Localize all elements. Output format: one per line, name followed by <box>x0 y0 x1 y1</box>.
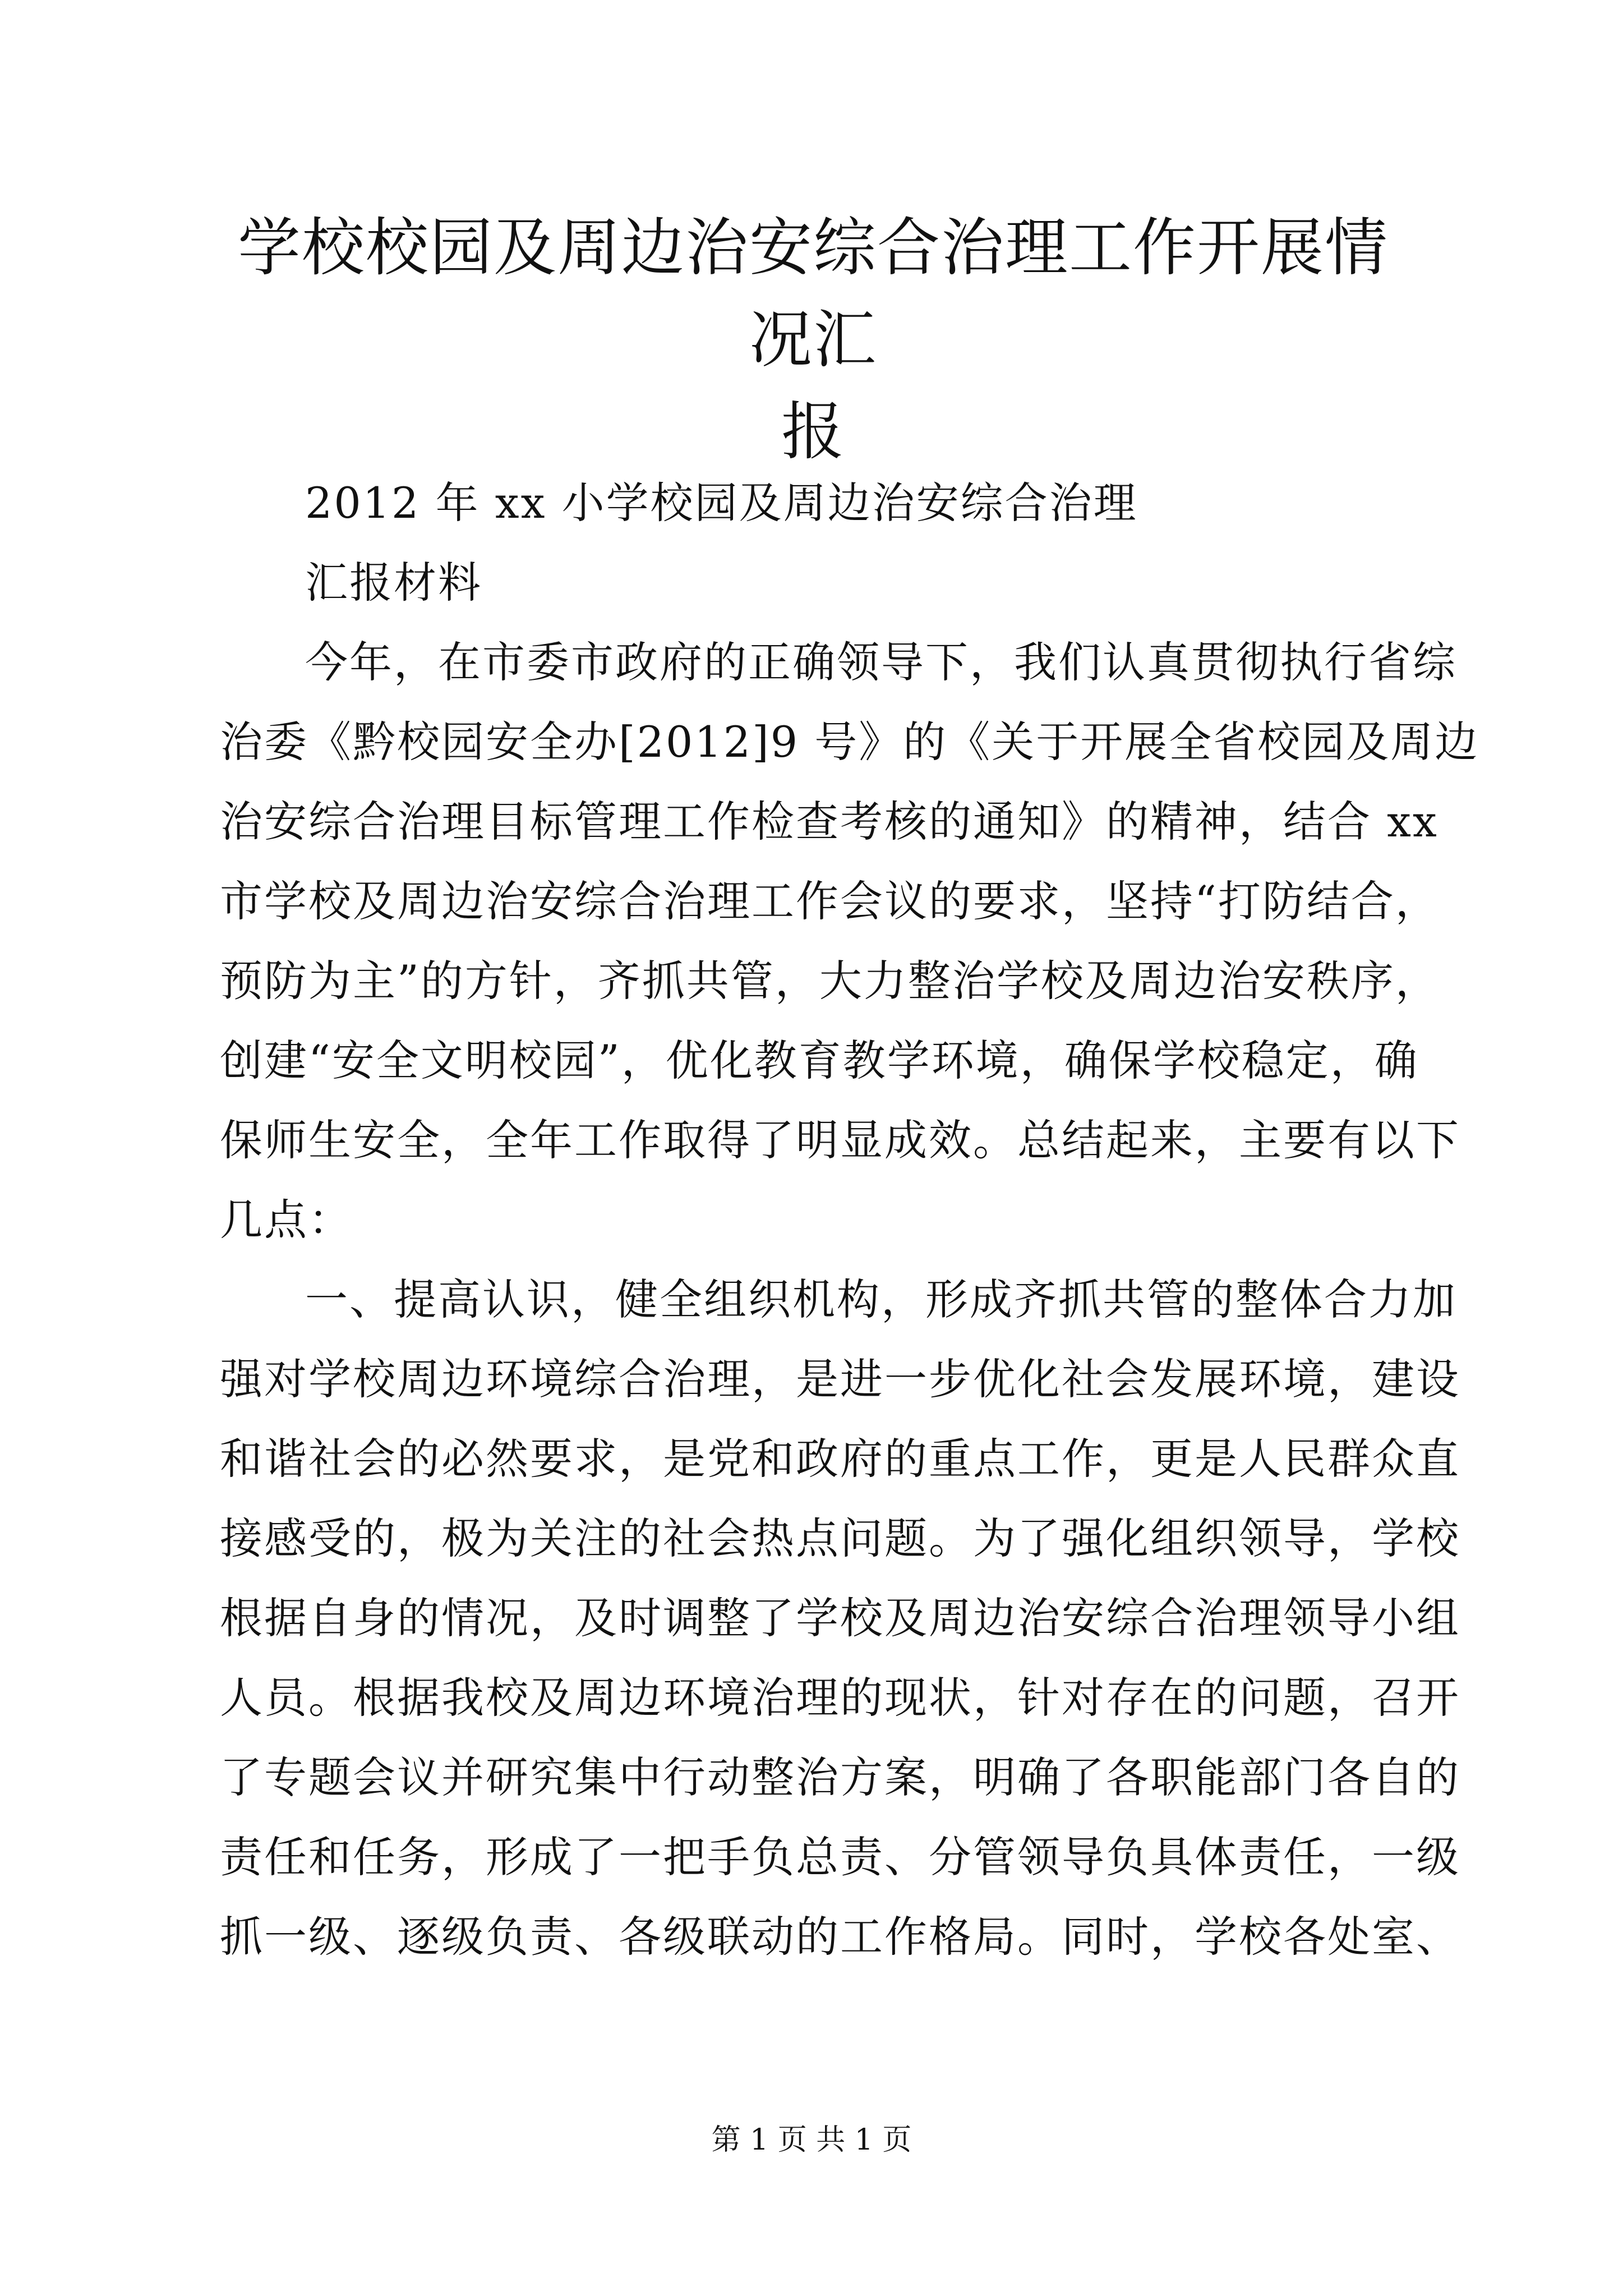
paragraph-line: 强对学校周边环境综合治理，是进一步优化社会发展环境，建设 <box>220 1354 1460 1404</box>
paragraph-line: 保师生安全，全年工作取得了明显成效。总结起来，主要有以下 <box>220 1115 1460 1165</box>
paragraph-line: 一、提高认识，健全组织机构，形成齐抓共管的整体合力加 <box>305 1274 1457 1324</box>
paragraph-line: 今年，在市委市政府的正确领导下，我们认真贯彻执行省综 <box>305 637 1457 687</box>
paragraph-line: 责任和任务，形成了一把手负总责、分管领导负具体责任，一级 <box>220 1832 1460 1882</box>
paragraph-line: 治安综合治理目标管理工作检查考核的通知》的精神，结合 xx <box>220 797 1438 846</box>
paragraph-line: 几点： <box>220 1195 353 1245</box>
paragraph-line: 创建“安全文明校园”，优化教育教学环境，确保学校稳定，确 <box>220 1036 1419 1085</box>
paragraph-line: 治委《黔校园安全办[2012]9 号》的《关于开展全省校园及周边 <box>220 717 1479 767</box>
document-body <box>220 463 1479 1977</box>
paragraph-line: 人员。根据我校及周边环境治理的现状，针对存在的问题，召开 <box>220 1673 1460 1723</box>
title-line-1: 学校校园及周边治安综合治理工作开展情况汇 <box>238 211 1389 376</box>
paragraph-line: 市学校及周边治安综合治理工作会议的要求，坚持“打防结合， <box>220 876 1440 926</box>
paragraph-line: 抓一级、逐级负责、各级联动的工作格局。同时，学校各处室、 <box>220 1912 1460 1962</box>
paragraph-line: 了专题会议并研究集中行动整治方案，明确了各职能部门各自的 <box>220 1752 1460 1802</box>
paragraph-line: 和谐社会的必然要求，是党和政府的重点工作，更是人民群众直 <box>220 1434 1460 1484</box>
paragraph-line: 接感受的，极为关注的社会热点问题。为了强化组织领导，学校 <box>220 1513 1460 1563</box>
paragraph-line: 根据自身的情况，及时调整了学校及周边治安综合治理领导小组 <box>220 1593 1460 1643</box>
subtitle-line: 2012 年 xx 小学校园及周边治安综合治理 <box>305 478 1138 528</box>
paragraph-line: 预防为主”的方针，齐抓共管，大力整治学校及周边治安秩序， <box>220 956 1440 1006</box>
page-footer: 第 1 页 共 1 页 <box>711 2123 912 2157</box>
subtitle-line: 汇报材料 <box>305 558 482 608</box>
title-line-2: 报 <box>781 395 845 468</box>
document-title <box>208 202 1419 478</box>
